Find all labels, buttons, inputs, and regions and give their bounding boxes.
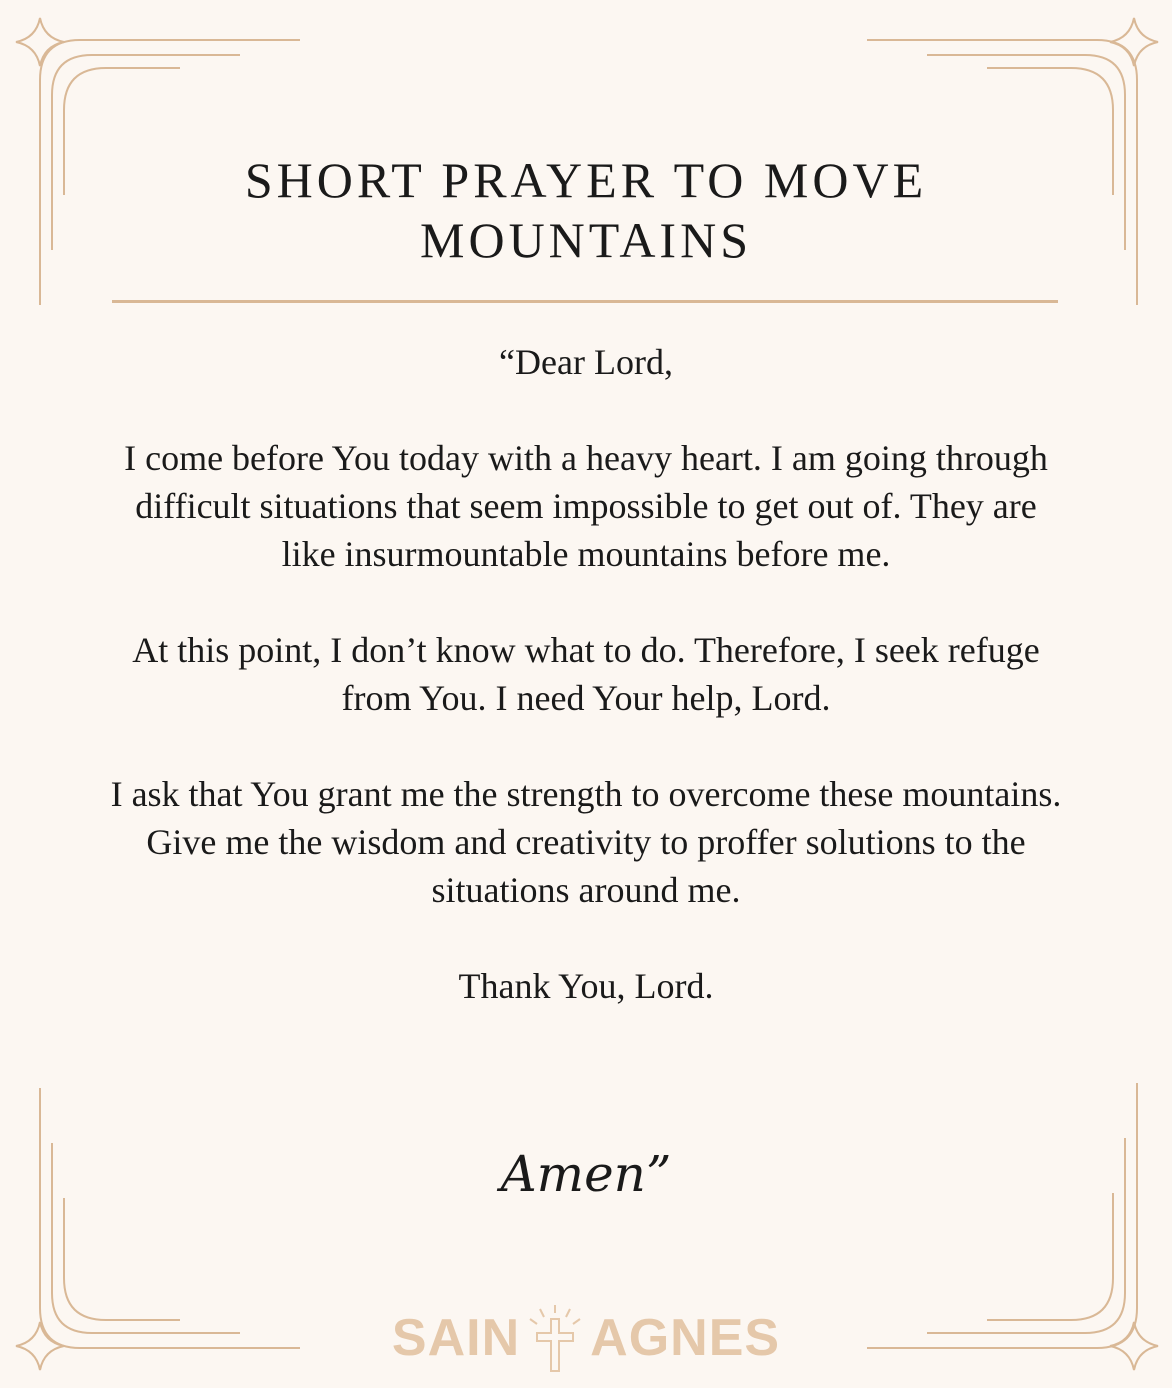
brand-logo <box>0 1303 1172 1373</box>
brand-name-right: AGNES <box>590 1309 781 1367</box>
prayer-paragraph: At this point, I don’t know what to do. Therefore, I seek refuge from You. I need Your help, Lord. <box>132 630 1040 718</box>
prayer-paragraph: I come before You today with a heavy heart. I am going through difficult situations that seem impossible to get out of. They are like insurmountable mountains before me. <box>124 438 1048 574</box>
prayer-salutation: “Dear Lord, <box>499 342 673 382</box>
prayer-thanks: Thank You, Lord. <box>458 966 714 1006</box>
brand-name-left: SAIN <box>391 1309 521 1367</box>
prayer-paragraph: I ask that You grant me the strength to overcome these mountains. Give me the wisdom and creativity to proffer solutions to the situations around me. <box>110 774 1062 910</box>
prayer-closing: Amen” <box>500 1145 672 1203</box>
title-line-2: MOUNTAINS <box>420 212 752 268</box>
page-title <box>0 150 1172 270</box>
title-line-1: SHORT PRAYER TO MOVE <box>244 152 928 208</box>
cross-icon <box>522 1303 588 1373</box>
prayer-body <box>110 338 1062 1058</box>
title-divider <box>112 300 1058 303</box>
